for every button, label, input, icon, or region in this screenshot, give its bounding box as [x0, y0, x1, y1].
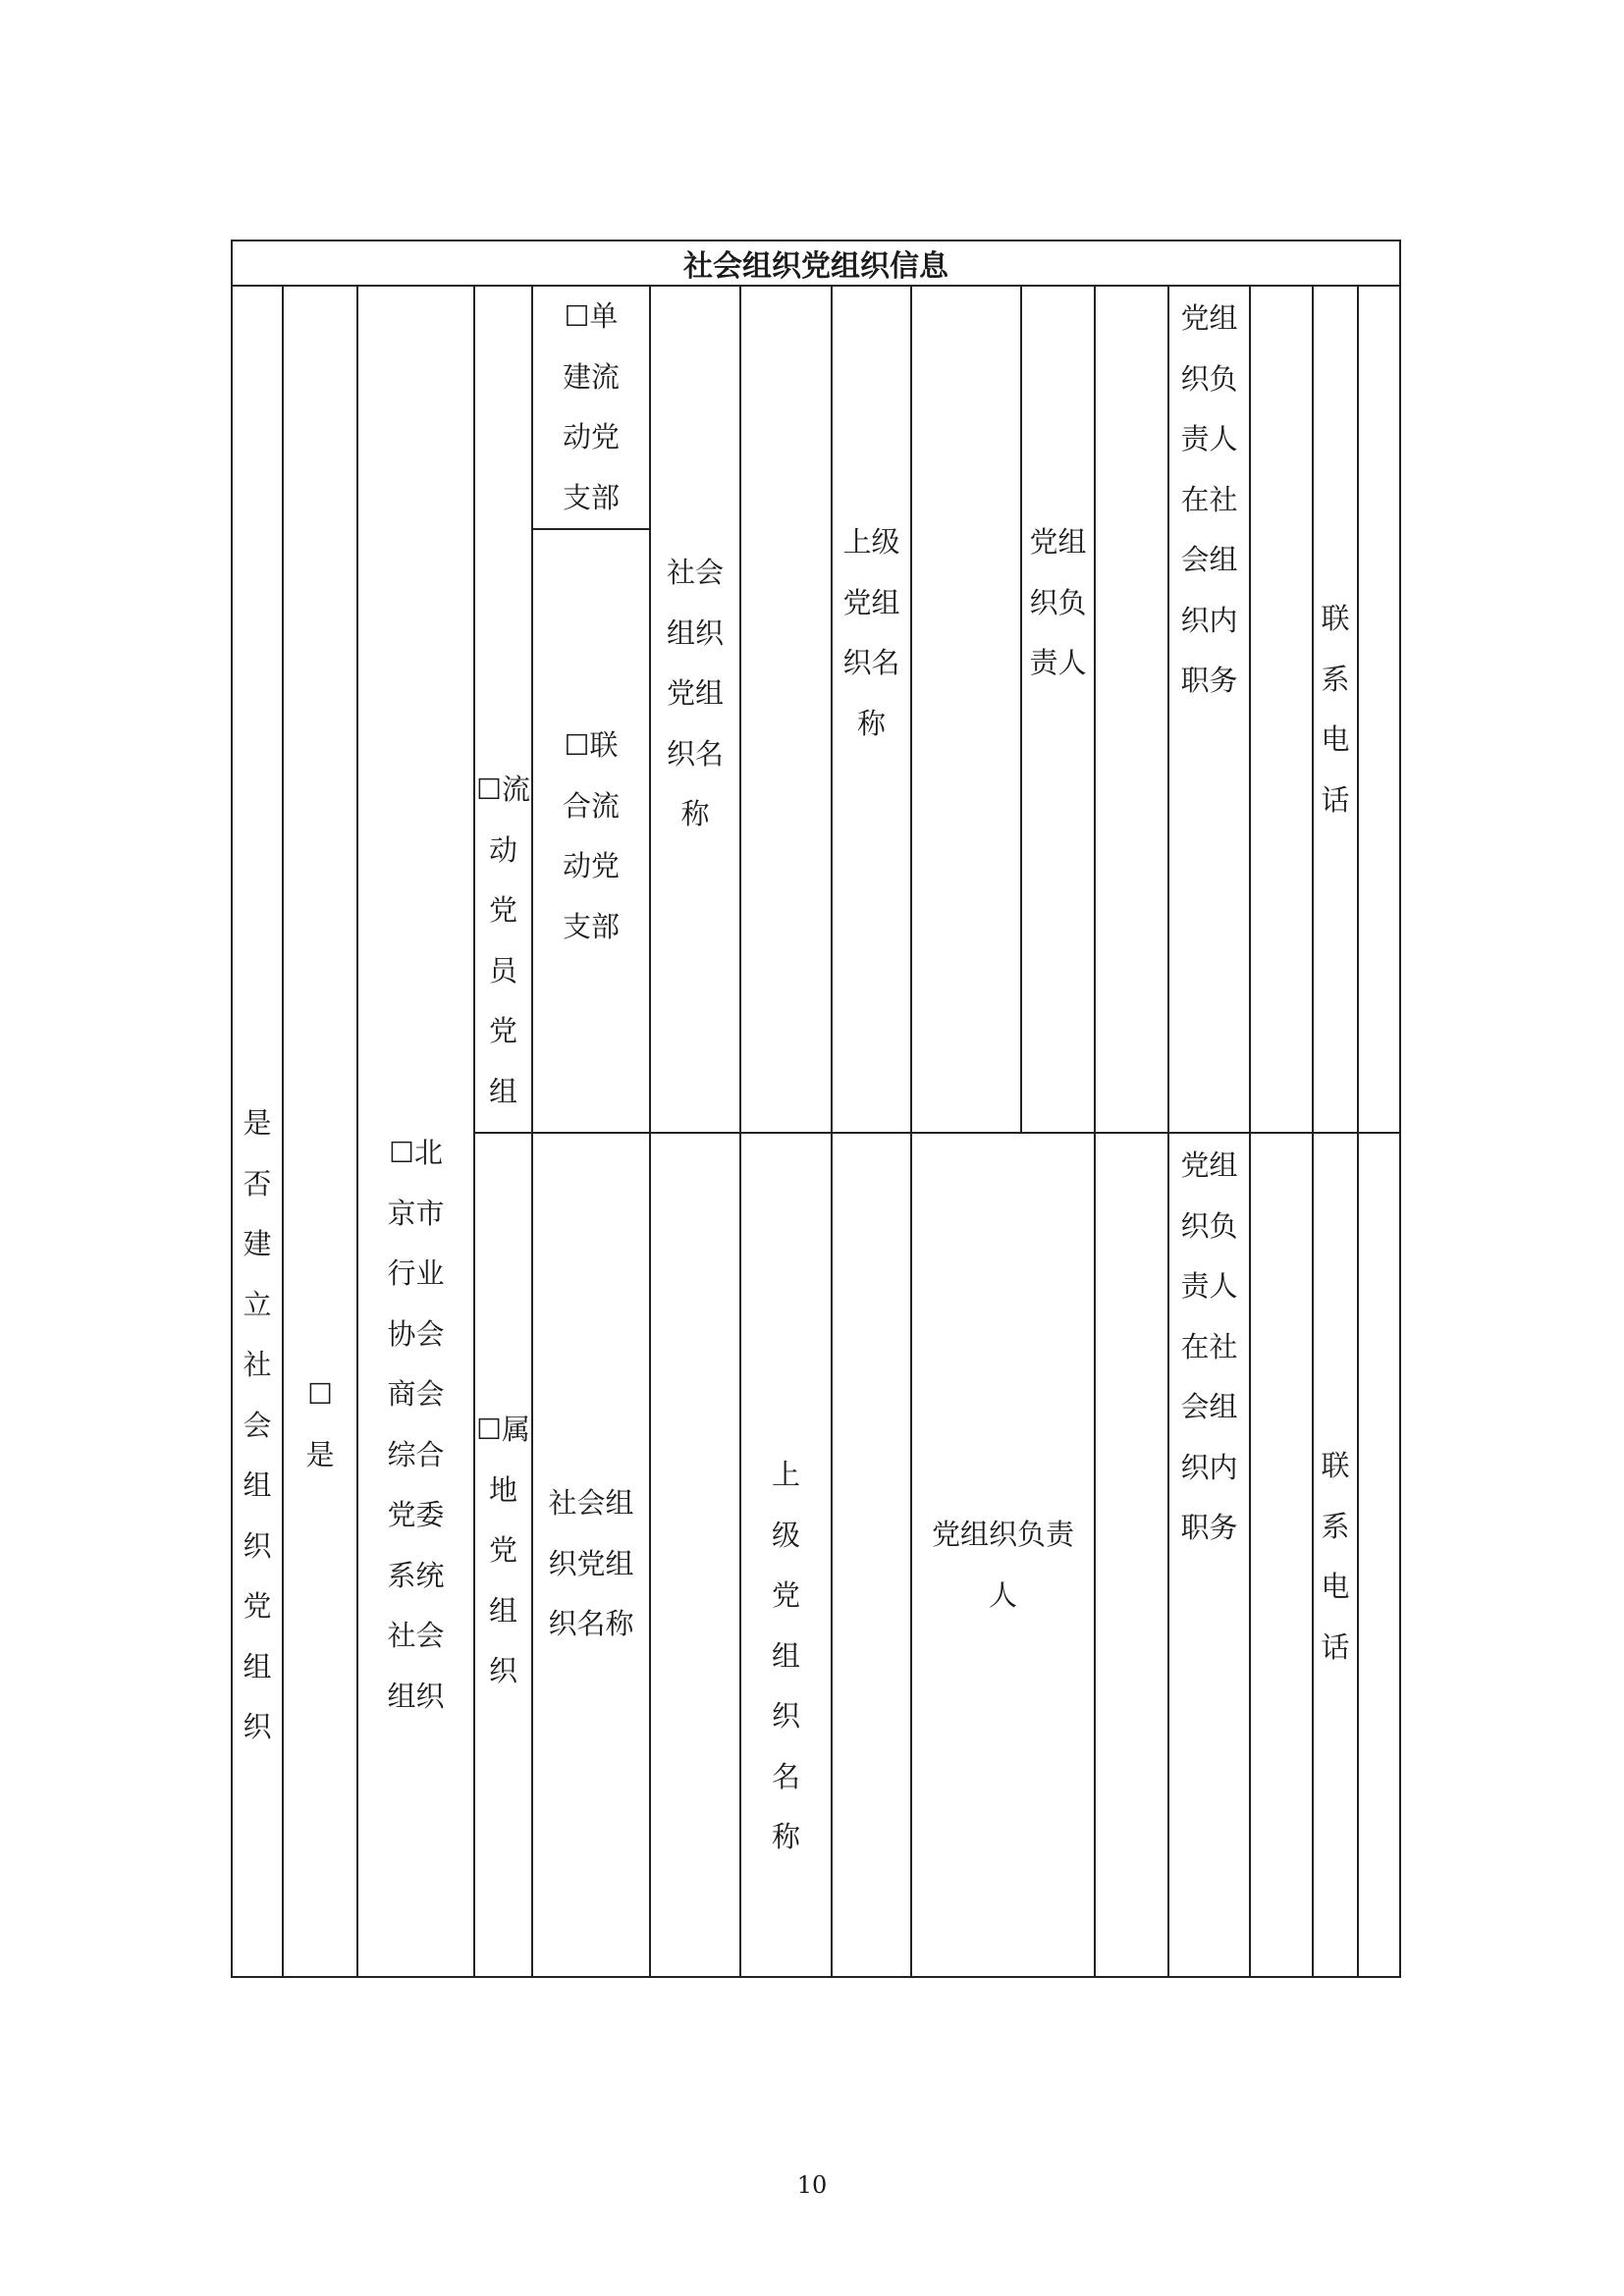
flow-phone-value-cell[interactable] — [1357, 285, 1401, 1134]
flow-joint-option[interactable]: ☐联合流动党支部 — [562, 728, 620, 943]
flow-joint-cell[interactable] — [531, 528, 651, 1134]
local-superior-value-cell[interactable] — [831, 1132, 912, 1978]
yes-checkbox-option[interactable]: ☐是 — [305, 1377, 335, 1471]
flow-superior-value-cell[interactable] — [910, 285, 1022, 1134]
established-label-cell — [231, 285, 284, 1978]
flow-leader-post-label-cell — [1167, 285, 1251, 1134]
local-leader-label: 党组织负责人 — [931, 1518, 1074, 1612]
local-phone-label: 联系电话 — [1321, 1449, 1350, 1664]
local-org-name-label: 社会组织党组织名称 — [548, 1486, 634, 1640]
local-leader-value-cell[interactable] — [1094, 1132, 1169, 1978]
flow-org-name-label: 社会组织党组织名称 — [666, 556, 724, 830]
flow-leader-post-label: 党组织负责人在社会组织内职务 — [1180, 301, 1238, 697]
flow-phone-label-cell — [1312, 285, 1359, 1134]
local-leader-post-value-cell[interactable] — [1249, 1132, 1314, 1978]
system-checkbox-option[interactable]: ☐北京市行业协会商会综合党委系统社会组织 — [387, 1136, 445, 1713]
local-leader-post-label-cell — [1167, 1132, 1251, 1978]
flow-leader-post-value-cell[interactable] — [1249, 285, 1314, 1134]
system-option-cell[interactable] — [356, 285, 475, 1978]
local-superior-label: 上级党组织名称 — [771, 1458, 800, 1853]
flow-leader-value-cell[interactable] — [1094, 285, 1169, 1134]
local-org-name-label-cell — [531, 1132, 651, 1978]
flow-org-name-label-cell — [649, 285, 741, 1134]
local-phone-label-cell — [1312, 1132, 1359, 1978]
page-number: 10 — [796, 2171, 828, 2199]
flow-type-option[interactable]: ☐流动党员党组 — [476, 773, 530, 1108]
flow-org-name-value-cell[interactable] — [739, 285, 833, 1134]
flow-type-cell[interactable] — [473, 285, 533, 1134]
flow-phone-label: 联系电话 — [1321, 602, 1350, 817]
local-superior-label-cell — [739, 1132, 833, 1978]
yes-option-cell[interactable] — [282, 285, 358, 1978]
flow-single-option[interactable]: ☐单建流动党支部 — [562, 299, 620, 514]
local-org-name-value-cell[interactable] — [649, 1132, 741, 1978]
flow-leader-label-cell — [1020, 285, 1096, 1134]
flow-single-cell[interactable] — [531, 285, 651, 530]
local-type-cell[interactable] — [473, 1132, 533, 1978]
flow-superior-label: 上级党组织名称 — [842, 525, 900, 740]
table-title-cell — [231, 240, 1401, 287]
local-type-option[interactable]: ☐属地党组织 — [476, 1413, 530, 1687]
local-leader-label-cell — [910, 1132, 1096, 1978]
local-phone-value-cell[interactable] — [1357, 1132, 1401, 1978]
flow-superior-label-cell — [831, 285, 912, 1134]
table-title: 社会组织党组织信息 — [683, 249, 948, 284]
established-label: 是否建立社会组织党组织 — [243, 1106, 272, 1743]
local-leader-post-label: 党组织负责人在社会组织内职务 — [1180, 1148, 1238, 1544]
flow-leader-label: 党组织负责人 — [1029, 525, 1087, 679]
